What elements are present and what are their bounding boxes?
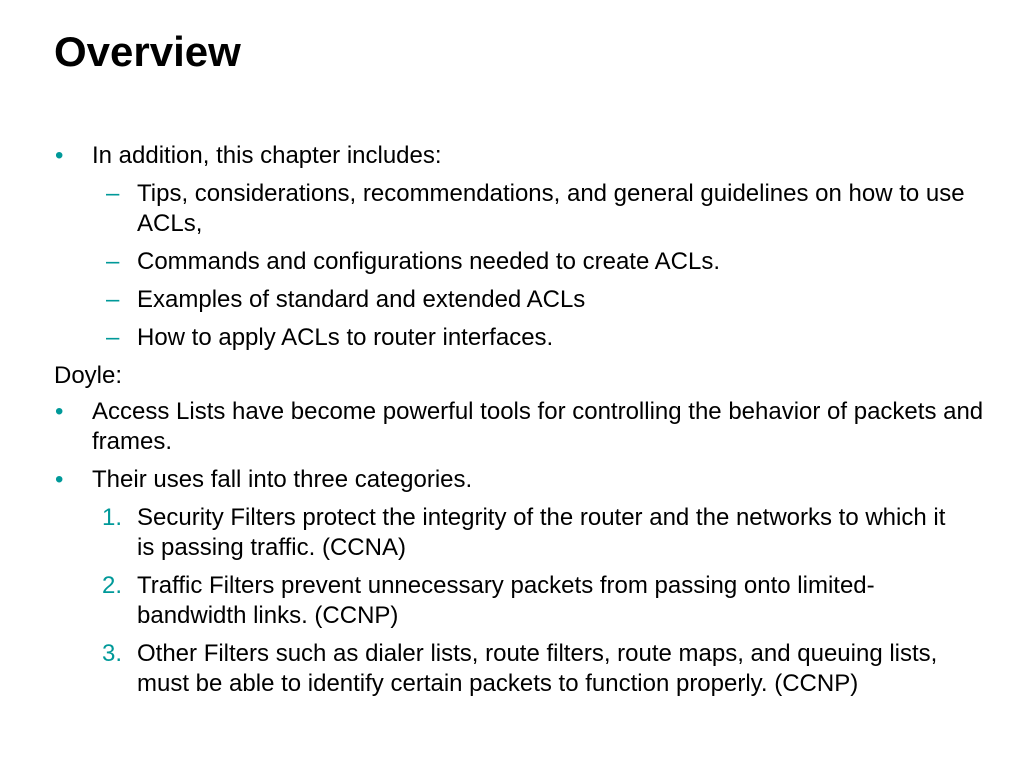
numbered-item <box>54 503 969 563</box>
bullet-text: Their uses fall into three categories. <box>92 466 473 493</box>
bullet-icon: • <box>55 466 64 493</box>
sub-item-text: Tips, considerations, recommendations, and general guidelines on how to use ACLs, <box>137 180 965 237</box>
item-number: 1. <box>102 504 123 531</box>
numbered-item-text: Security Filters protect the integrity of the router and the networks to which it is passing traffic. (CCNA) <box>137 504 946 561</box>
numbered-item-text: Traffic Filters prevent unnecessary packets from passing onto limited-bandwidth links. (CCNP) <box>137 572 875 629</box>
slide-body <box>54 141 1004 707</box>
dash-icon: – <box>106 248 120 275</box>
dash-icon: – <box>106 180 120 207</box>
sub-item-text: Commands and configurations needed to create ACLs. <box>137 248 721 275</box>
sub-item <box>54 285 1004 315</box>
bullet-item <box>54 465 1004 495</box>
slide-title: Overview <box>54 28 241 75</box>
item-number: 2. <box>102 572 123 599</box>
bullet-icon: • <box>55 142 64 169</box>
item-number: 3. <box>102 640 123 667</box>
dash-icon: – <box>106 286 120 313</box>
bullet-item <box>54 397 1004 457</box>
numbered-item <box>54 639 969 699</box>
sub-item <box>54 323 1004 353</box>
sub-item <box>54 247 1004 277</box>
dash-icon: – <box>106 324 120 351</box>
source-label: Doyle: <box>54 362 123 389</box>
bullet-text: In addition, this chapter includes: <box>92 142 442 169</box>
numbered-item-text: Other Filters such as dialer lists, route filters, route maps, and queuing lists, must be able to identify certain packets to function properly. (CCNP) <box>137 640 938 697</box>
bullet-item <box>54 141 1004 171</box>
bullet-icon: • <box>55 398 64 425</box>
sub-item-text: How to apply ACLs to router interfaces. <box>137 324 554 351</box>
bullet-text: Access Lists have become powerful tools for controlling the behavior of packets and frames. <box>92 398 984 455</box>
numbered-item <box>54 571 969 631</box>
sub-item <box>54 179 969 239</box>
sub-item-text: Examples of standard and extended ACLs <box>137 286 586 313</box>
